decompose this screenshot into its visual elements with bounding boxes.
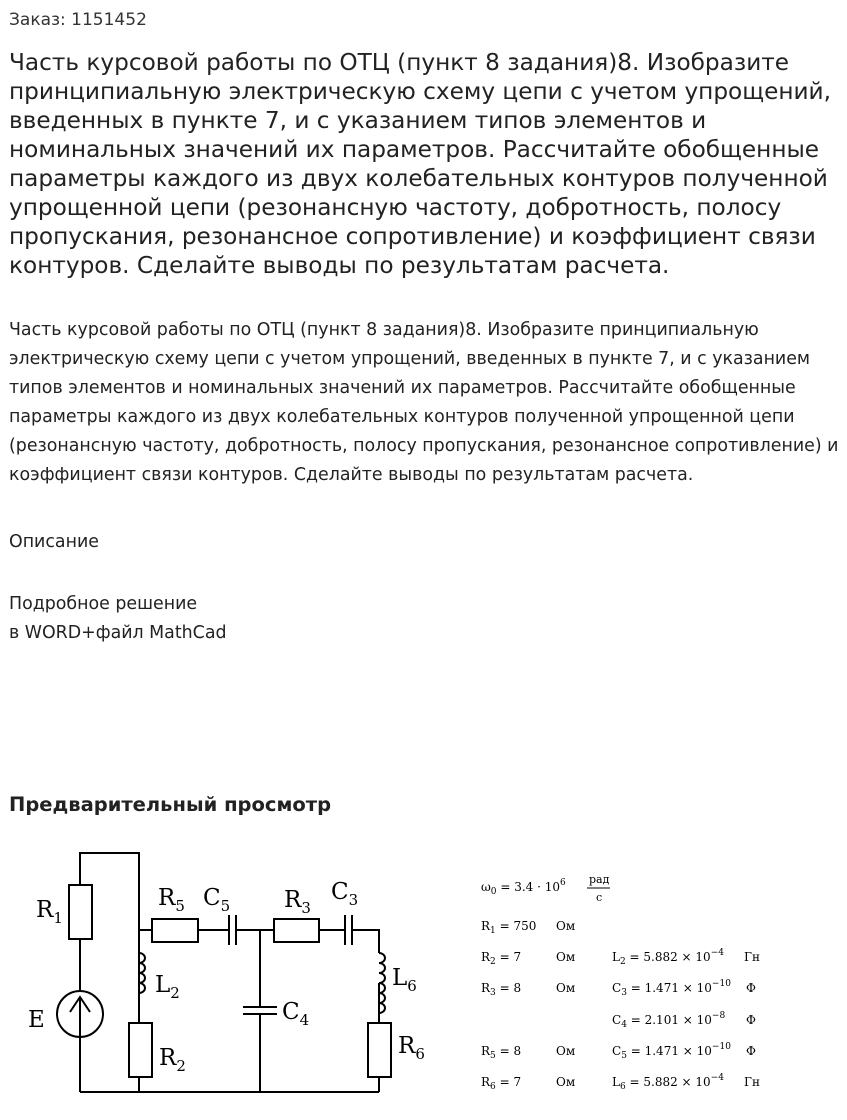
param-c3: $C_3 = 1.471 \times 10^{-10}$: [612, 979, 731, 998]
param-r6: $R_6 = 7$: [481, 1075, 522, 1092]
param-r1-unit: Ом: [556, 919, 576, 933]
param-r5: $R_5 = 8$: [481, 1044, 522, 1061]
preview-title: Предварительный просмотр: [9, 793, 332, 816]
label-r3: $R_3$: [284, 887, 311, 917]
param-omega: $\omega_0 = 3.4 \cdot 10^6$: [481, 878, 566, 897]
param-l2: $L_2 = 5.882 \times 10^{-4}$: [612, 948, 724, 967]
capacitor-c3: [345, 915, 352, 945]
resistor-r5: [152, 919, 198, 942]
label-c4: $C_4$: [282, 999, 310, 1029]
param-r6-unit: Ом: [556, 1075, 576, 1089]
label-r2: $R_2$: [159, 1045, 186, 1075]
label-c5: $C_5$: [203, 885, 231, 915]
resistor-r1: [69, 885, 92, 939]
param-r3-unit: Ом: [556, 981, 576, 995]
description-label: Описание: [9, 532, 99, 552]
param-c3-unit: Ф: [746, 981, 756, 995]
param-r5-unit: Ом: [556, 1044, 576, 1058]
solution-line-1: Подробное решение: [9, 594, 198, 614]
order-number: Заказ: 1151452: [9, 10, 147, 30]
param-c5: $C_5 = 1.471 \times 10^{-10}$: [612, 1042, 731, 1061]
parameter-list: [481, 873, 760, 1092]
resistor-r6: [368, 1023, 391, 1077]
param-c4: $C_4 = 2.101 \times 10^{-8}$: [612, 1011, 726, 1030]
label-c3: $C_3$: [331, 879, 359, 909]
param-c4-unit: Ф: [746, 1013, 756, 1027]
capacitor-c5: [229, 915, 236, 945]
param-l2-unit: Гн: [744, 950, 760, 964]
capacitor-c4: [243, 1007, 277, 1014]
solution-line-2: в WORD+файл MathCad: [9, 623, 227, 643]
resistor-r3: [274, 919, 319, 942]
task-heading: Часть курсовой работы по ОТЦ (пункт 8 задания)8. Изобразите принципиальную электрическую схему цепи с учетом упрощений, введенных в пункте 7, и с указанием типов элементов и номинальных значений их параметров. Рассчитайте обобщенные параметры каждого из двух колебательных контуров полученной упрощенной цепи (резонансную частоту, добротность, полосу пропускания, резонансное сопротивление) и коэффициент связи контуров. Сделайте выводы по результатам расчета.: [9, 49, 832, 279]
label-r6: $R_6$: [398, 1033, 425, 1063]
label-r1: $R_1$: [36, 897, 63, 927]
param-r1: $R_1 = 750$: [481, 919, 537, 936]
resistor-r2: [129, 1023, 152, 1077]
label-r5: $R_5$: [158, 885, 185, 915]
param-omega-unit-den: с: [596, 891, 603, 904]
source-e: [57, 991, 103, 1037]
task-body: Часть курсовой работы по ОТЦ (пункт 8 задания)8. Изобразите принципиальную электрическую схему цепи с учетом упрощений, введенных в пункте 7, и с указанием типов элементов и номинальных значений их параметров. Рассчитайте обобщенные параметры каждого из двух колебательных контуров полученной упрощенной цепи (резонансную частоту, добротность, полосу пропускания, резонансное сопротивление) и коэффициент связи контуров. Сделайте выводы по результатам расчета.: [9, 320, 839, 485]
param-r2: $R_2 = 7$: [481, 950, 522, 967]
label-l6: $L_6$: [392, 965, 417, 995]
param-r2-unit: Ом: [556, 950, 576, 964]
label-l2: $L_2$: [155, 972, 180, 1002]
param-omega-unit-num: рад: [589, 873, 610, 886]
inductor-l6: [379, 953, 385, 1013]
param-c5-unit: Ф: [746, 1044, 756, 1058]
param-r3: $R_3 = 8$: [481, 981, 522, 998]
label-e: E: [28, 1007, 45, 1033]
param-l6: $L_6 = 5.882 \times 10^{-4}$: [612, 1073, 724, 1092]
param-l6-unit: Гн: [744, 1075, 760, 1089]
preview-image: [0, 835, 847, 1120]
